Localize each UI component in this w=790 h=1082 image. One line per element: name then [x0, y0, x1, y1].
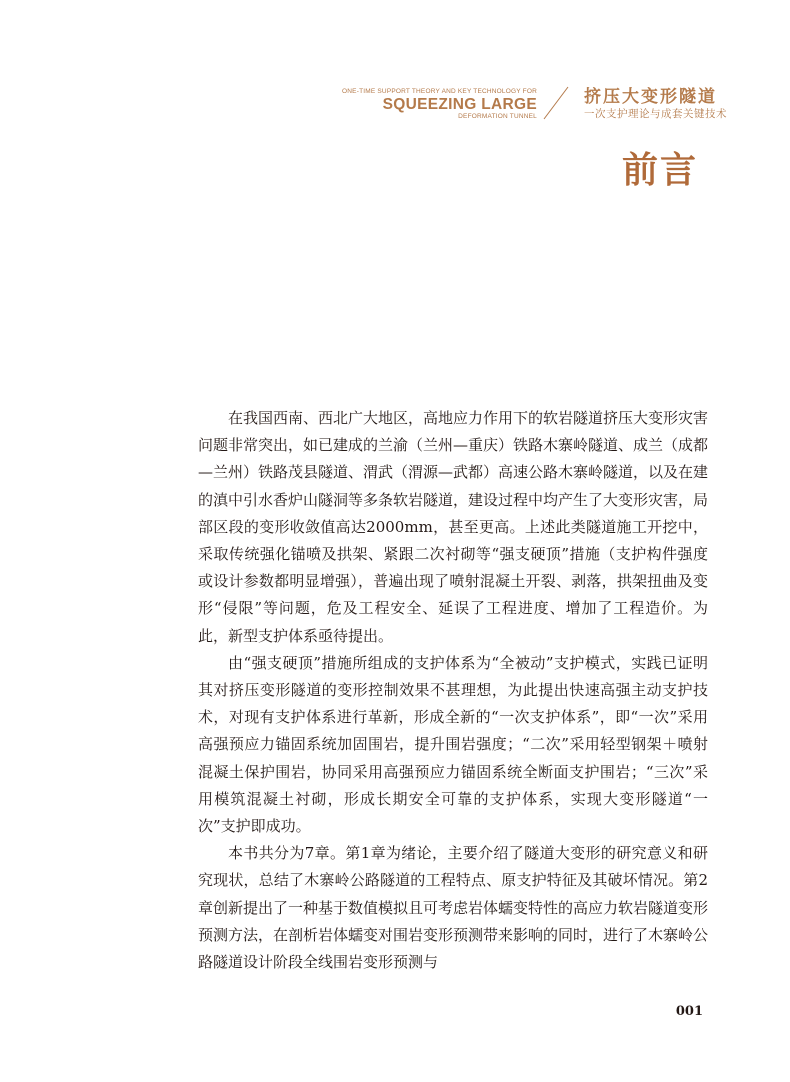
paragraph-2: 由“强支硬顶”措施所组成的支护体系为“全被动”支护模式，实践已证明其对挤压变形隧道的变形控制效果不甚理想，为此提出快速高强主动支护技术，对现有支护体系进行革新，形成全新的“一次支护体系”，即“一次”采用高强预应力锚固系统加固围岩，提升围岩强度；“二次”采用轻型钢架＋喷射混凝土保护围岩，协同采用高强预应力锚固系统全断面支护围岩；“三次”采用模筑混凝土衬砌，形成长期安全可靠的支护体系，实现大变形隧道“一次”支护即成功。 [198, 653, 708, 836]
paragraph-3: 本书共分为7章。第1章为绪论，主要介绍了隧道大变形的研究意义和研究现状，总结了木寨岭公路隧道的工程特点、原支护特征及其破坏情况。第2章创新提出了一种基于数值模拟且可考虑岩体蠕变特性的高应力软岩隧道变形预测方法，在剖析岩体蠕变对围岩变形预测带来影响的同时，进行了木寨岭公路隧道设计阶段全线围岩变形预测与 [198, 844, 709, 972]
paragraph-1: 在我国西南、西北广大地区，高地应力作用下的软岩隧道挤压大变形灾害问题非常突出，如已建成的兰渝（兰州—重庆）铁路木寨岭隧道、成兰（成都—兰州）铁路茂县隧道、渭武（渭源—武都）高速公路木寨岭隧道，以及在建的滇中引水香炉山隧洞等多条软岩隧道，建设过程中均产生了大变形灾害，局部区段的变形收敛值高达2000mm，甚至更高。上述此类隧道施工开挖中，采取传统强化锚喷及拱架、紧跟二次衬砌等“强支硬顶”措施（支护构件强度或设计参数都明显增强），普遍出现了喷射混凝土开裂、剥落，拱架扭曲及变形“侵限”等问题，危及工程安全、延误了工程进度、增加了工程造价。为此，新型支护体系亟待提出。 [198, 409, 709, 645]
header-english-title [342, 88, 537, 121]
header-en-line2: SQUEEZING LARGE [382, 96, 537, 113]
header-divider-slash [540, 85, 572, 121]
header-en-line3: DEFORMATION TUNNEL [458, 113, 537, 120]
section-title: 前言 [621, 149, 698, 191]
header-en-line1: ONE-TIME SUPPORT THEORY AND KEY TECHNOLOGY FOR [342, 88, 537, 95]
header-chinese-title [584, 87, 727, 121]
header-cn-subtitle: 一次支护理论与成套关键技术 [584, 108, 727, 120]
page-number: 001 [675, 1004, 703, 1019]
body-text [198, 405, 708, 976]
header-cn-title: 挤压大变形隧道 [584, 87, 717, 107]
